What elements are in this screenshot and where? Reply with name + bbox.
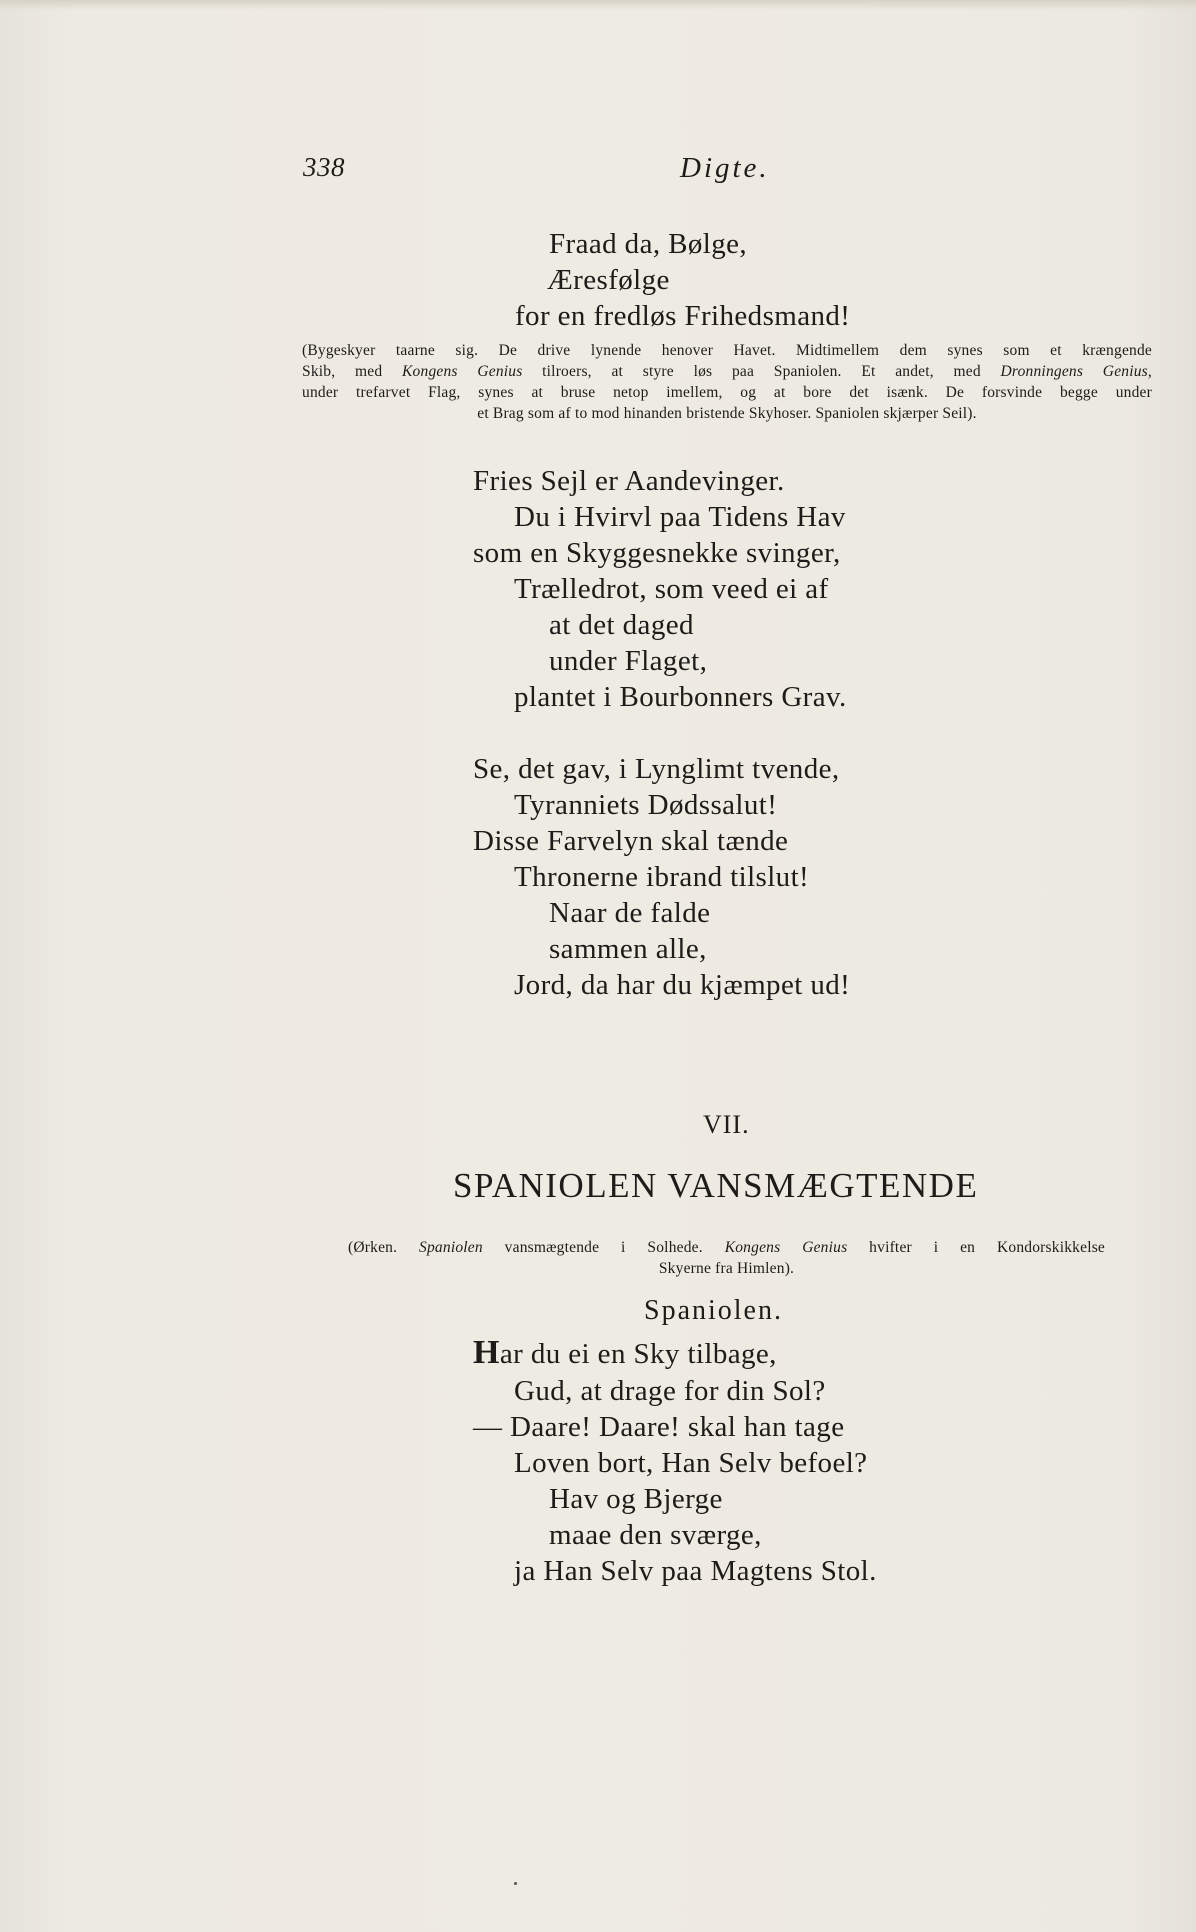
verse-line: Æresfølge bbox=[547, 264, 670, 296]
verse-line: Hav og Bjerge bbox=[549, 1483, 723, 1515]
speaker-name: Spaniolen. bbox=[644, 1295, 783, 1326]
verse-line: Tyranniets Dødssalut! bbox=[514, 789, 778, 821]
verse-line: Jord, da har du kjæmpet ud! bbox=[514, 969, 851, 1001]
verse-line: Har du ei en Sky tilbage, bbox=[473, 1334, 777, 1371]
stage-direction-line: et Brag som af to mod hinanden bristende Skyhoser. Spaniolen skjærper Seil). bbox=[477, 405, 977, 422]
verse-line: — Daare! Daare! skal han tage bbox=[473, 1411, 845, 1443]
verse-line: Se, det gav, i Lynglimt tvende, bbox=[473, 753, 840, 785]
verse-line: at det daged bbox=[549, 609, 694, 641]
stage-direction-line: under trefarvet Flag, synes at bruse netop imellem, og at bore det isænk. De forsvinde begge under bbox=[302, 384, 1152, 401]
page-number: 338 bbox=[303, 152, 345, 182]
verse-line: Fries Sejl er Aandevinger. bbox=[473, 465, 785, 497]
character-name: Dronningens Genius, bbox=[1000, 363, 1152, 380]
page-speck bbox=[514, 1882, 517, 1885]
verse-line: Trælledrot, som veed ei af bbox=[514, 573, 829, 605]
verse-line: ja Han Selv paa Magtens Stol. bbox=[514, 1555, 877, 1587]
verse-line: Naar de falde bbox=[549, 897, 711, 929]
verse-line: Thronerne ibrand tilslut! bbox=[514, 861, 810, 893]
verse-line: som en Skyggesnekke svinger, bbox=[473, 537, 841, 569]
verse-line: under Flaget, bbox=[549, 645, 708, 677]
verse-line: Loven bort, Han Selv befoel? bbox=[514, 1447, 868, 1479]
stage-direction-line: Skib, med Kongens Genius tilroers, at styre løs paa Spaniolen. Et andet, med Dronningens Genius, bbox=[302, 363, 1152, 380]
section-number: VII. bbox=[703, 1110, 750, 1139]
stage-direction-line: Skyerne fra Himlen). bbox=[658, 1260, 795, 1277]
character-name: Spaniolen bbox=[419, 1239, 483, 1256]
stage-direction-line: (Bygeskyer taarne sig. De drive lynende henover Havet. Midtimellem dem synes som et krængende bbox=[302, 342, 1152, 359]
character-name: Kongens Genius bbox=[724, 1239, 848, 1256]
verse-line: maae den sværge, bbox=[549, 1519, 762, 1551]
verse-line: sammen alle, bbox=[549, 933, 707, 965]
page-top-edge bbox=[0, 0, 1196, 10]
verse-line: plantet i Bourbonners Grav. bbox=[514, 681, 847, 713]
verse-line: Fraad da, Bølge, bbox=[549, 228, 748, 260]
character-name: Kongens Genius bbox=[402, 363, 523, 380]
verse-line: Gud, at drage for din Sol? bbox=[514, 1375, 826, 1407]
verse-line: for en fredløs Frihedsmand! bbox=[515, 300, 851, 332]
verse-line: Du i Hvirvl paa Tidens Hav bbox=[514, 501, 846, 533]
initial-letter: H bbox=[473, 1334, 500, 1371]
stage-direction-line: (Ørken. Spaniolen vansmægtende i Solhede. Kongens Genius hvifter i en Kondorskikkelse bbox=[348, 1239, 1106, 1256]
section-title: SPANIOLEN VANSMÆGTENDE bbox=[453, 1166, 979, 1205]
running-title: Digte. bbox=[680, 152, 770, 184]
verse-line: Disse Farvelyn skal tænde bbox=[473, 825, 789, 857]
